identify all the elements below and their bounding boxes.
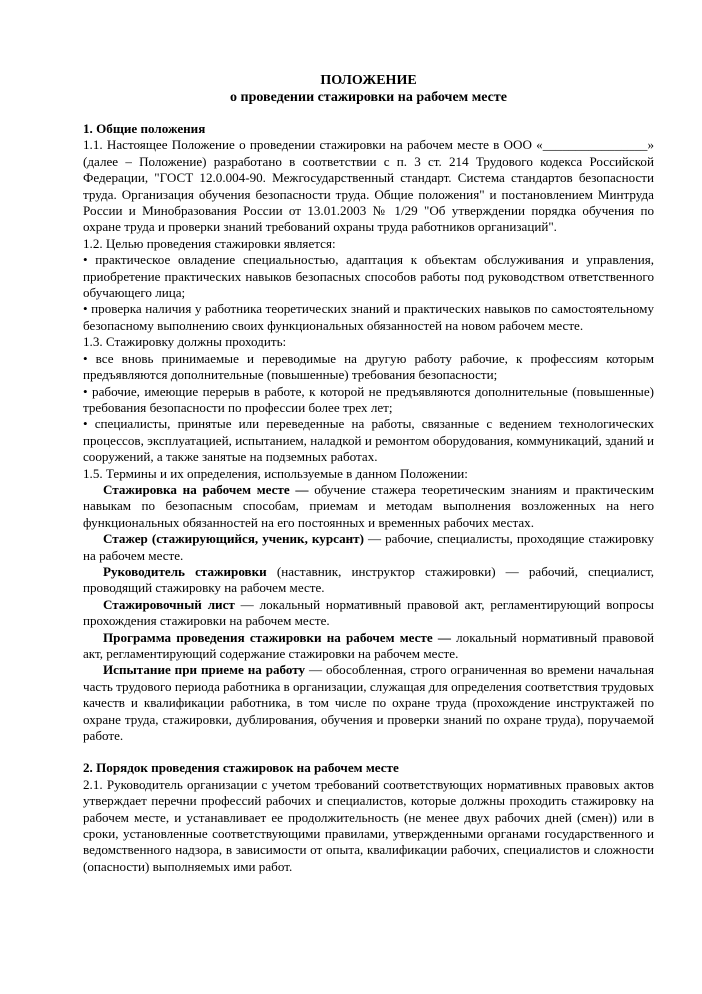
clause-1-2-bullet-2: • проверка наличия у работника теоретических знаний и практических навыков по самостоятельному безопасному выполнению своих функциональных обязанностей на новом рабочем месте. [83,301,654,333]
clause-1-3-bullet-3: • специалисты, принятые или переведенные на работы, связанные с ведением технологических процессов, эксплуатацией, испытанием, наладкой и ремонтом оборудования, коммуникаций, зданий и сооружений, а также занятые на подземных работах. [83,416,654,465]
term-definition [83,482,654,531]
term-definition [83,564,654,597]
document-title: ПОЛОЖЕНИЕ [320,73,417,88]
term-text: локальный нормативный правовой акт, регламентирующий содержание стажировки на рабочем месте. [83,629,654,661]
term-name: Стажер (стажирующийся, ученик, курсант) [103,531,364,547]
section-2-heading: 2. Порядок проведения стажировок на рабочем месте [83,760,399,776]
term-definition [83,662,654,744]
clause-1-5: 1.5. Термины и их определения, используемые в данном Положении: [83,465,468,481]
clause-2-1: 2.1. Руководитель организации с учетом требований соответствующих нормативных правовых актов утверждает перечни профессий рабочих и специалистов, которые должны проходить стажировку на рабочем месте, и устанавливает ее продолжительность (не менее двух рабочих дней (смен)) или в сроки, установленные соответствующими правилами, утвержденными органами государственного и ведомственного надзора, в зависимости от опыта, квалификации рабочих, специалистов и сложности (опасности) выполняемых ими работ. [83,776,654,874]
term-text: — обособленная, строго ограниченная во времени начальная часть трудового периода работника в организации, служащая для определения соответствия трудовых качеств и квалификации работника, в том числе по охране труда (прохождение инструктажей по охране труда, стажировки, дублирования, обучения и проверки знаний по охране труда), поручаемой работе. [83,662,654,744]
clause-1-2: 1.2. Целью проведения стажировки является: [83,235,336,251]
term-text: обучение стажера теоретическим знаниям и практическим навыкам по безопасным способам, приемам и методам выполнения возложенных на него функциональных обязанностей на его постоянных и временных рабочих местах. [83,481,654,530]
term-definition [83,531,654,564]
term-definition [83,630,654,663]
document-subtitle: о проведении стажировки на рабочем месте [230,90,507,105]
term-name: Стажировка на рабочем месте — [103,481,309,497]
section-spacer [83,744,654,760]
clause-1-1: 1.1. Настоящее Положение о проведении стажировки на рабочем месте в ООО «________________» (далее – Положение) разработано в соответствии с п. 3 ст. 214 Трудового кодекса Российской Федерации, "ГОСТ 12.0.004-90. Межгосударственный стандарт. Система стандартов безопасности труда. Организация обучения безопасности труда. Общие положения" и постановлением Минтруда России и Минобразования России от 13.01.2003 № 1/29 "Об утверждении порядка обучения по охране труда и проверки знаний требований охраны труда работников организаций". [83,137,654,235]
term-definition [83,597,654,630]
term-name: Испытание при приеме на работу [103,662,306,678]
term-name: Стажировочный лист [103,596,235,612]
clause-1-3-bullet-1: • все вновь принимаемые и переводимые на другую работу рабочие, к профессиям которым предъявляются дополнительные (повышенные) требования безопасности; [83,350,654,383]
section-1-heading: 1. Общие положения [83,121,206,136]
document-page [83,72,654,875]
clause-1-3-bullet-2: • рабочие, имеющие перерыв в работе, к которой не предъявляются дополнительные (повышенные) требования безопасности по профессии более трех лет; [83,383,654,415]
term-text: (наставник, инструктор стажировки) — рабочий, специалист, проводящий стажировку на рабочем месте. [83,563,655,596]
clause-1-3: 1.3. Стажировку должны проходить: [83,334,287,350]
term-text: — рабочие, специалисты, проходящие стажировку на рабочем месте. [83,531,654,563]
term-name: Программа проведения стажировки на рабочем месте — [103,629,451,645]
clause-1-2-bullet-1: • практическое овладение специальностью, адаптация к объектам обслуживания и управления, приобретение практических навыков безопасных способов работы под руководством ответственного обучающего лица; [83,252,654,301]
term-name: Руководитель стажировки [103,563,267,579]
term-text: — локальный нормативный правовой акт, регламентирующий вопросы прохождения стажировки на рабочем месте. [83,596,654,629]
